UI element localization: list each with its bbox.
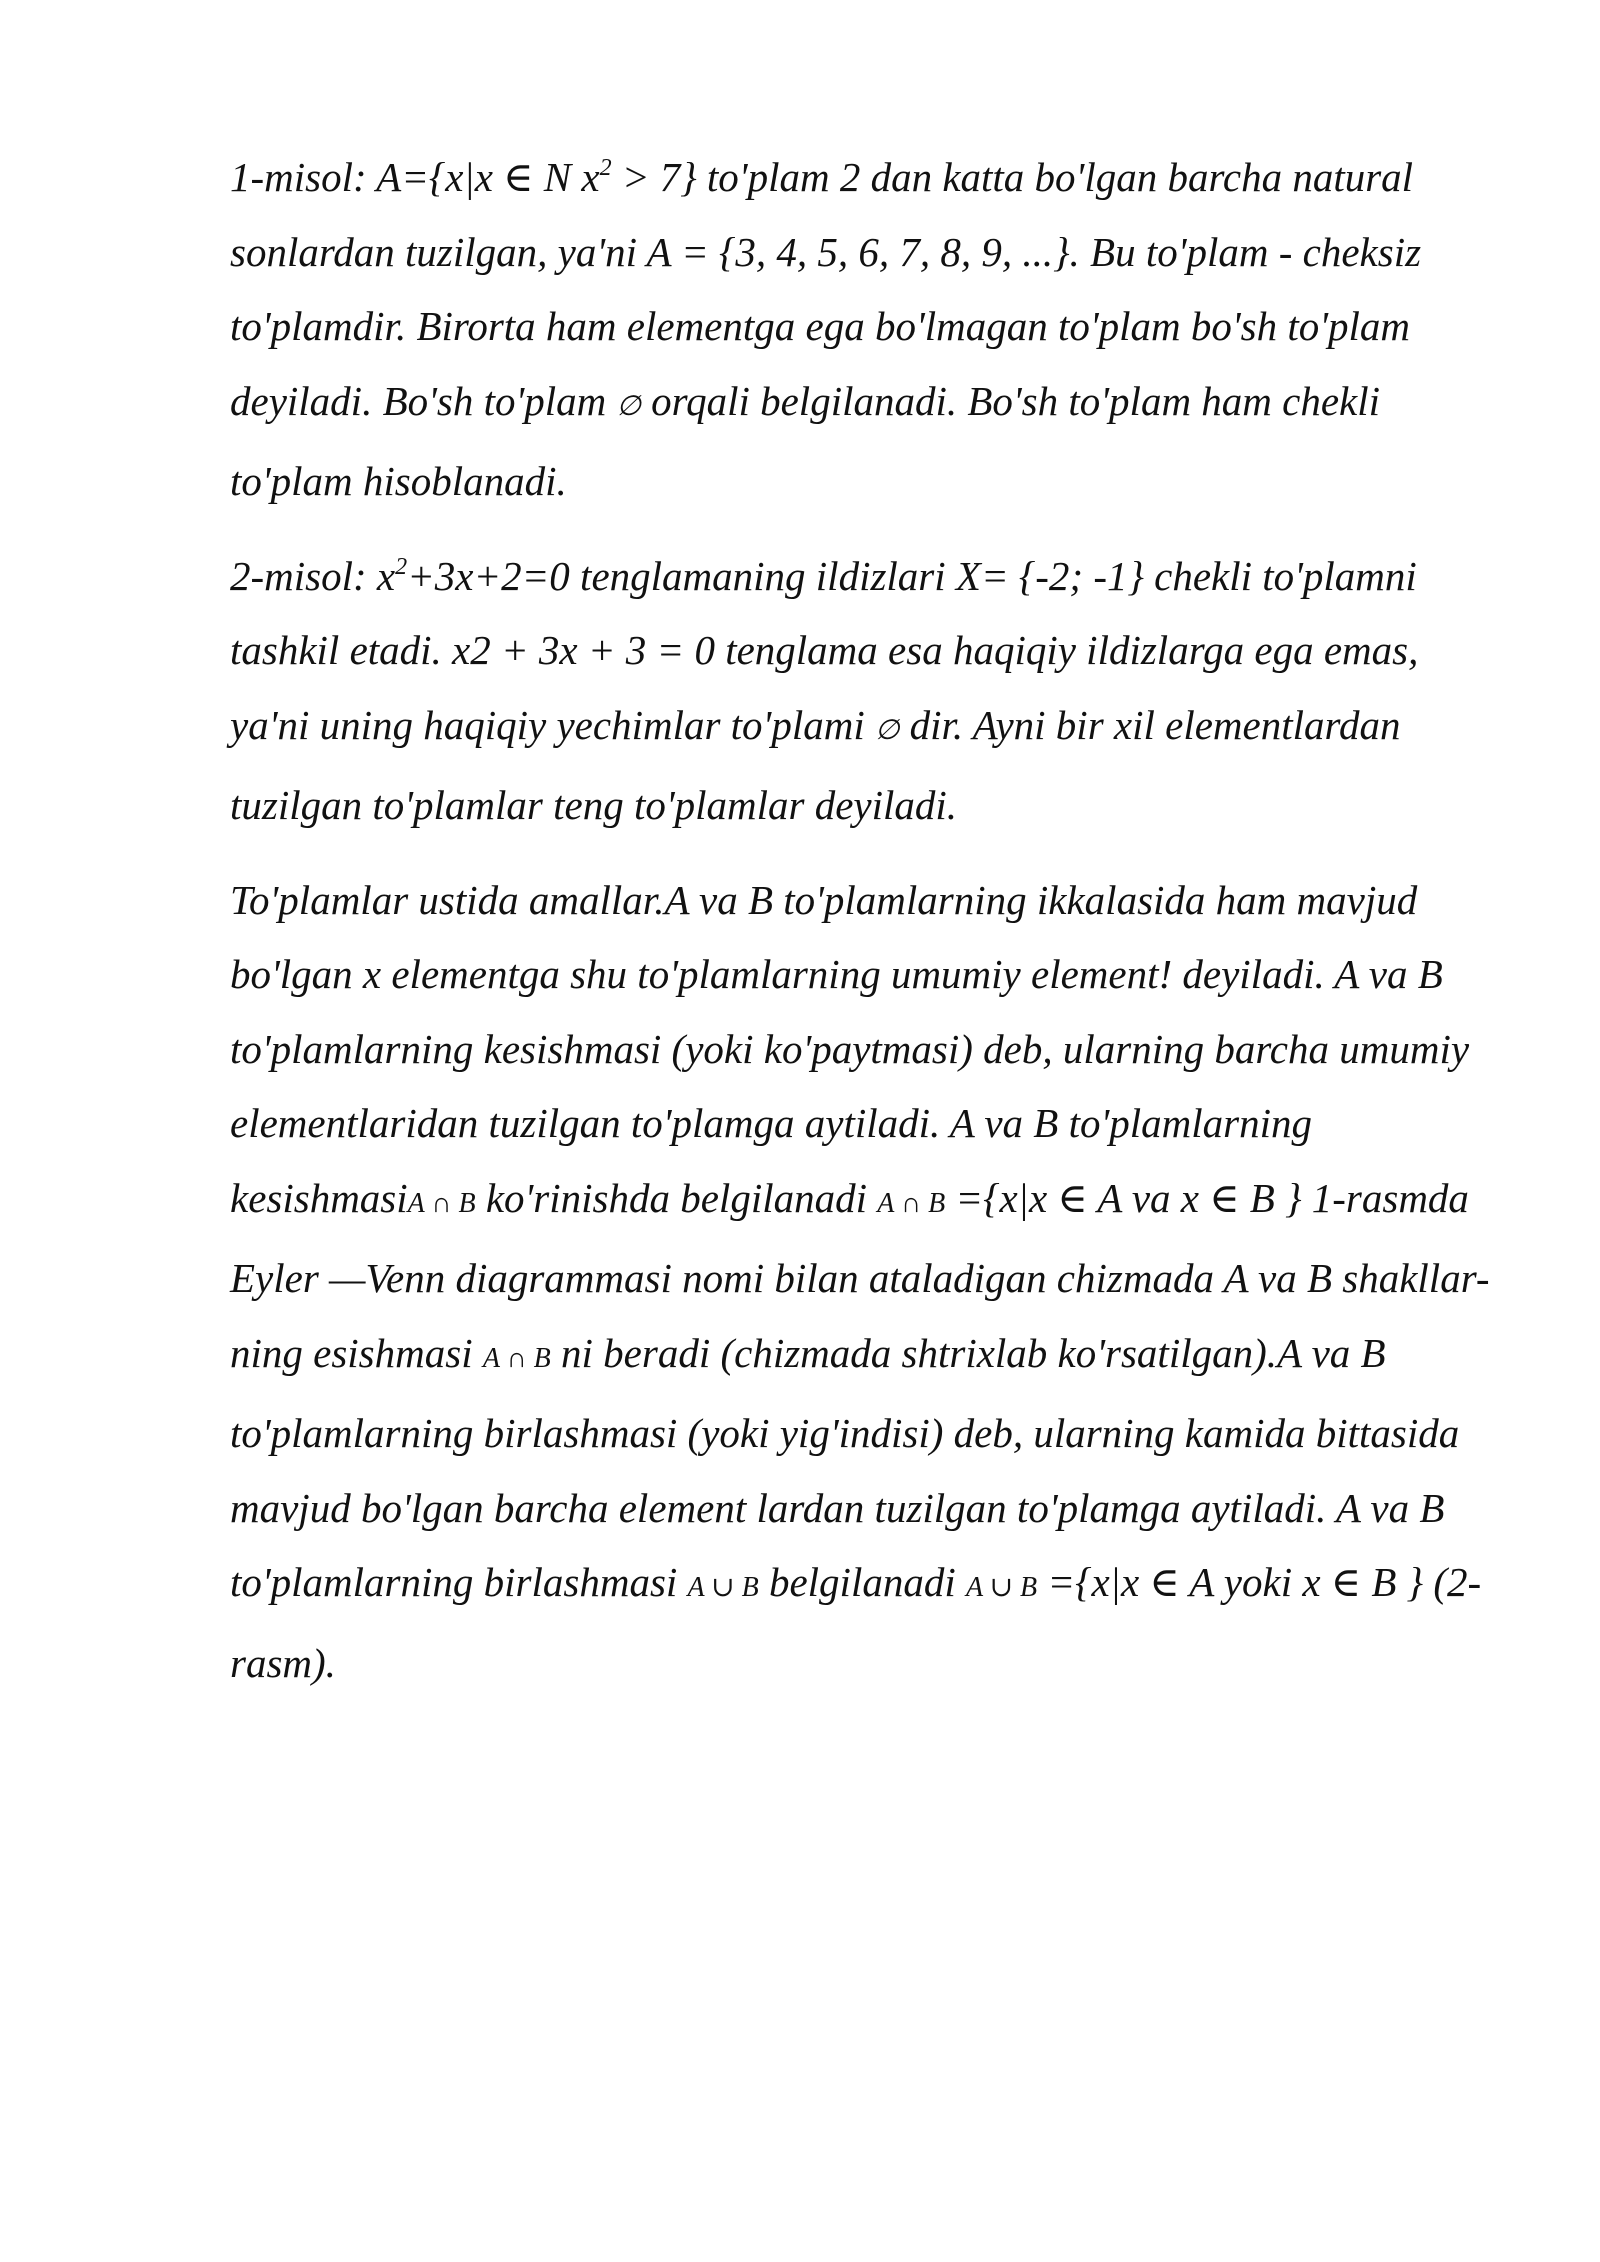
paragraph-example-1 (230, 140, 1500, 519)
union-formula: A ∪ B (687, 1572, 759, 1603)
text-segment: ={x|x ∈ A va x ∈ B } 1-rasmda Eyler —Venn diagrammasi nomi bilan ataladigan chizmada A va B shakllar-ning esishmasi (230, 1174, 1490, 1376)
superscript: 2 (395, 553, 408, 580)
document-body (230, 140, 1500, 1720)
intersection-formula: A ∩ B (482, 1342, 551, 1374)
text-segment: belgilanadi (758, 1559, 966, 1605)
empty-set-symbol: ∅ (616, 390, 641, 422)
empty-set-symbol: ∅ (874, 714, 900, 746)
text-segment: 2-misol: x (230, 552, 396, 599)
superscript: 2 (599, 155, 612, 181)
text-segment: To'plamlar ustida amallar.A va B to'plamlarning ikkalasida ham mavjud bo'lgan x elementga shu to'plamlarning umumiy element! deyiladi. A va B to'plamlarning kesishmasi (yoki ko'paytmasi) deb, ularning barcha umumiy elementlaridan tuzilgan to'plamga aytiladi. A va B to'plamlarning kesishmasi (230, 876, 1470, 1221)
paragraph-set-operations (230, 863, 1500, 1701)
text-segment: 1-misol: A={x|x ∈ N x (230, 154, 600, 200)
union-formula: A ∪ B (965, 1572, 1038, 1603)
text-segment: ko'rinishda belgilanadi (475, 1174, 878, 1221)
intersection-formula: A ∩ B (407, 1187, 476, 1219)
text-segment: ni beradi (chizmada shtrixlab ko'rsatilgan).A va B to'plamlarning birlashmasi (yoki yig'indisi) deb, ularning kamida bittasida mavjud bo'lgan barcha element lardan tuzilgan to'plamga aytiladi. A va B to'plamlarning birlashmasi (230, 1329, 1460, 1605)
text-segment: orqali belgilanadi. Bo'sh to'plam ham chekli to'plam hisoblanadi. (230, 377, 1381, 504)
text-segment: +3x+2=0 tenglamaning ildizlari X= {-2; -1} chekli to'plamni tashkil etadi. x2 + 3x + 3 = 0 tenglama esa haqiqiy ildizlarga ega emas, ya'ni uning haqiqiy yechimlar to'plami (230, 552, 1419, 748)
paragraph-example-2 (230, 539, 1500, 843)
text-segment: ={x|x ∈ A yoki x ∈ B } (2- rasm). (230, 1559, 1482, 1686)
text-segment: > 7} to'plam 2 dan katta bo'lgan barcha natural sonlardan tuzilgan, ya'ni A = {3, 4, 5, 6, 7, 8, 9, ...}. Bu to'plam - cheksiz to'plamdir. Birorta ham elementga ega bo'lmagan to'plam bo'sh to'plam deyiladi. Bo'sh to'plam (230, 154, 1422, 424)
text-segment: dir. Ayni bir xil elementlardan tuzilgan to'plamlar teng to'plamlar deyiladi. (230, 701, 1401, 828)
intersection-formula: A ∩ B (877, 1187, 946, 1219)
